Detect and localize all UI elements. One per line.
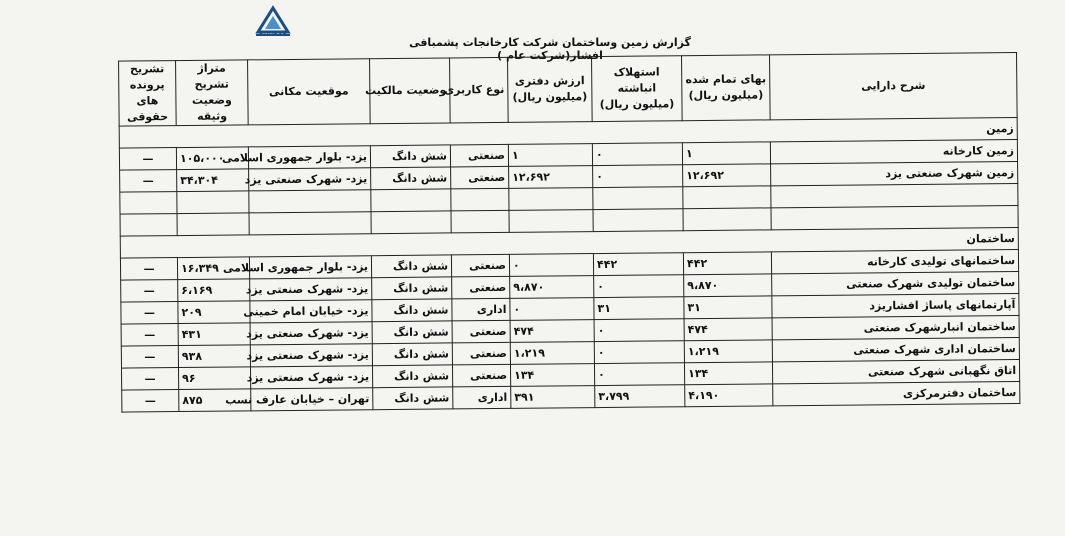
location-cell: تهران – خیابان عارف نسب xyxy=(251,388,373,411)
book-value-cell: ۱۳۴ xyxy=(510,364,594,387)
location-cell: یزد- شهرک صنعتی یزد xyxy=(249,168,371,191)
area-cell: ۳۴،۳۰۴ xyxy=(177,169,249,192)
usage-cell: صنعتی xyxy=(452,320,510,343)
cost-cell: ۹،۸۷۰ xyxy=(684,274,772,297)
asset-name: آپارتمانهای پاساژ افشاریزد xyxy=(772,293,1019,317)
legal-cell: — xyxy=(120,170,177,193)
cost-cell: ۱،۲۱۹ xyxy=(684,340,772,363)
ownership-cell: شش دانگ xyxy=(372,299,452,322)
table-header-row xyxy=(119,52,1018,126)
empty-cell xyxy=(371,189,451,212)
empty-cell xyxy=(177,191,249,214)
legal-cell: — xyxy=(121,346,178,369)
asset-name: زمین شهرک صنعتی یزد xyxy=(771,161,1018,185)
asset-name: ساختمان انبارشهرک صنعتی xyxy=(772,315,1019,339)
asset-name: ساختمانهای تولیدی کارخانه xyxy=(771,249,1018,273)
asset-name: ساختمان اداری شهرک صنعتی xyxy=(772,337,1019,361)
cost-cell: ۱ xyxy=(682,142,770,165)
asset-table xyxy=(118,52,1020,413)
cost-cell: ۴،۱۹۰ xyxy=(685,384,773,407)
area-cell: ۸۷۵ xyxy=(179,389,251,412)
area-cell: ۲۰۹ xyxy=(178,301,250,324)
header-location: موقعیت مکانی xyxy=(248,59,371,125)
asset-name: ساختمان تولیدی شهرک صنعتی xyxy=(772,271,1019,295)
usage-cell: صنعتی xyxy=(451,166,509,189)
location-cell: یزد- بلوار جمهوری اسلامی xyxy=(248,146,370,169)
usage-cell: صنعتی xyxy=(450,144,508,167)
ownership-cell: شش دانگ xyxy=(372,343,452,366)
empty-cell xyxy=(771,205,1018,229)
cost-cell: ۳۱ xyxy=(684,296,772,319)
empty-cell xyxy=(509,188,593,211)
ownership-cell: شش دانگ xyxy=(372,321,452,344)
location-cell: یزد- بلوار جمهوری اسلامی xyxy=(249,256,371,279)
legal-cell: — xyxy=(120,258,177,281)
book-value-cell: ۹،۸۷۰ xyxy=(510,276,594,299)
empty-cell xyxy=(593,209,683,232)
area-cell: ۱۶،۳۴۹ xyxy=(177,257,249,280)
book-value-cell: ۱۲،۶۹۲ xyxy=(509,166,593,189)
empty-cell xyxy=(593,187,683,210)
area-cell: ۶،۱۶۹ xyxy=(178,279,250,302)
legal-cell: — xyxy=(122,390,179,413)
empty-cell xyxy=(509,210,593,233)
ownership-cell: شش دانگ xyxy=(372,365,452,388)
report-table-wrapper xyxy=(118,52,1019,413)
usage-cell: صنعتی xyxy=(451,254,509,277)
usage-cell: صنعتی xyxy=(452,276,510,299)
empty-cell xyxy=(120,192,177,215)
asset-name: ساختمان دفترمرکزی xyxy=(773,381,1020,405)
legal-cell: — xyxy=(121,324,178,347)
section-label: زمین xyxy=(119,117,1017,148)
header-ownership: وضعیت مالکیت xyxy=(370,58,451,124)
area-cell: ۹۶ xyxy=(178,367,250,390)
ownership-cell: شش دانگ xyxy=(373,387,453,410)
legal-cell: — xyxy=(121,302,178,325)
empty-cell xyxy=(451,188,509,211)
depreciation-cell: ۴۴۲ xyxy=(593,253,683,276)
book-value-cell: ۱،۲۱۹ xyxy=(510,342,594,365)
header-area: متراژ تشریح وضعیت وثیقه xyxy=(176,60,249,126)
empty-cell xyxy=(771,183,1018,207)
cost-cell: ۴۷۴ xyxy=(684,318,772,341)
depreciation-cell: ۳۱ xyxy=(594,297,684,320)
depreciation-cell: ۰ xyxy=(594,275,684,298)
depreciation-cell: ۰ xyxy=(594,363,684,386)
empty-cell xyxy=(683,208,771,231)
header-legal: تشریح پرونده های حقوقی xyxy=(119,61,177,127)
location-cell: یزد- خیابان امام خمینی xyxy=(250,300,372,323)
empty-cell xyxy=(177,213,249,236)
depreciation-cell: ۰ xyxy=(594,341,684,364)
logo-text: BOURSE xyxy=(259,31,287,38)
usage-cell: اداری xyxy=(452,298,510,321)
ownership-cell: شش دانگ xyxy=(370,145,450,168)
depreciation-cell: ۰ xyxy=(594,319,684,342)
section-label: ساختمان xyxy=(120,227,1018,258)
location-cell: یزد- شهرک صنعتی یزد xyxy=(250,366,372,389)
book-value-cell: ۰ xyxy=(510,298,594,321)
asset-name: زمین کارخانه xyxy=(770,139,1017,163)
ownership-cell: شش دانگ xyxy=(371,167,451,190)
document-title: گزارش زمین وساختمان شرکت کارخانجات پشمبافی افشار(شرکت عام ) xyxy=(409,36,691,62)
book-value-cell: ۰ xyxy=(509,254,593,277)
legal-cell: — xyxy=(121,368,178,391)
depreciation-cell: ۳،۷۹۹ xyxy=(595,385,685,408)
cost-cell: ۱۳۴ xyxy=(684,362,772,385)
location-cell: یزد- شهرک صنعتی یزد xyxy=(250,322,372,345)
usage-cell: صنعتی xyxy=(452,364,510,387)
cost-cell: ۴۴۲ xyxy=(683,252,771,275)
table-body xyxy=(119,117,1020,412)
asset-name: اتاق نگهبانی شهرک صنعتی xyxy=(772,359,1019,383)
usage-cell: اداری xyxy=(453,386,511,409)
book-value-cell: ۳۹۱ xyxy=(511,386,595,409)
scan-edge-mark xyxy=(2,455,14,535)
legal-cell: — xyxy=(119,148,176,171)
empty-cell xyxy=(683,186,771,209)
book-value-cell: ۴۷۴ xyxy=(510,320,594,343)
header-cost: بهای تمام شده (میلیون ریال) xyxy=(682,55,771,121)
ownership-cell: شش دانگ xyxy=(372,277,452,300)
header-depreciation: استهلاک انباشته (میلیون ریال) xyxy=(592,56,683,122)
cost-cell: ۱۲،۶۹۲ xyxy=(683,164,771,187)
empty-cell xyxy=(451,210,509,233)
location-cell: یزد- شهرک صنعتی یزد xyxy=(250,278,372,301)
header-usage: نوع کاربری xyxy=(450,57,509,123)
area-cell: ۱۰۵،۰۰۰ xyxy=(176,147,248,170)
area-cell: ۹۳۸ xyxy=(178,345,250,368)
location-cell: یزد- شهرک صنعتی یزد xyxy=(250,344,372,367)
empty-cell xyxy=(120,214,177,237)
area-cell: ۴۳۱ xyxy=(178,323,250,346)
empty-cell xyxy=(249,190,371,213)
empty-cell xyxy=(371,211,451,234)
ownership-cell: شش دانگ xyxy=(371,255,451,278)
depreciation-cell: ۰ xyxy=(592,143,682,166)
legal-cell: — xyxy=(121,280,178,303)
usage-cell: صنعتی xyxy=(452,342,510,365)
header-book-value: ارزش دفتری (میلیون ریال) xyxy=(508,57,593,123)
book-value-cell: ۱ xyxy=(508,144,592,167)
depreciation-cell: ۰ xyxy=(593,165,683,188)
header-asset-desc: شرح دارایی xyxy=(770,52,1018,119)
empty-cell xyxy=(249,212,371,235)
